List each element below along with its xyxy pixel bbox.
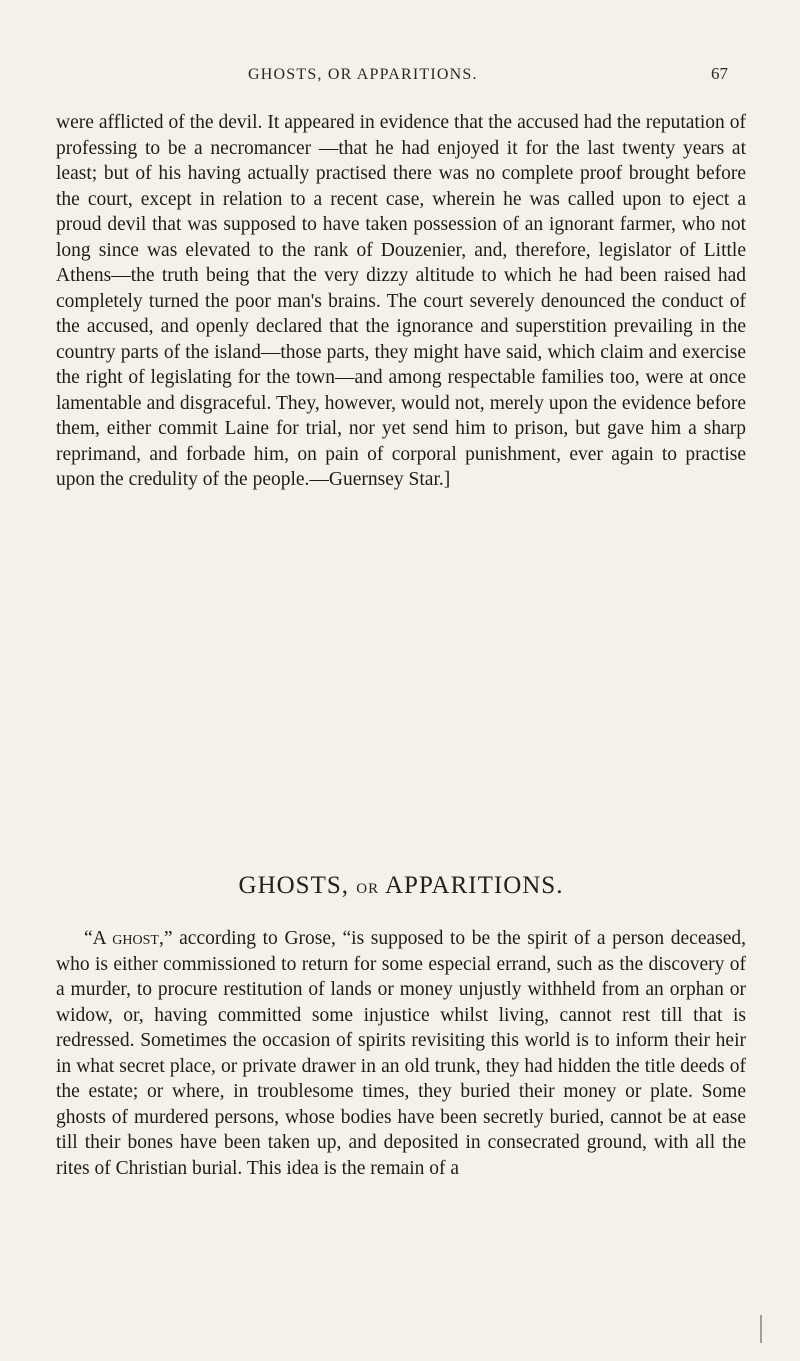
section-heading-part1: GHOSTS, <box>238 872 350 899</box>
section-heading-connector: OR <box>356 881 380 897</box>
running-head <box>108 62 728 92</box>
section-paragraph-lead: “A ghost,” <box>84 928 173 949</box>
continuation-paragraph: were afflicted of the devil. It appeared in evidence that the accused had the reputation of professing to be a necromancer —that he had enjoyed it for the last twenty years at least; but of his having actually practised there was no complete proof brought before the court, except in relation to a recent case, wherein he was called upon to eject a proud devil that was supposed to have taken possession of an ignorant farmer, who not long since was elevated to the rank of Douzenier, and, therefore, legislator of Little Athens—the truth being that the very dizzy altitude to which he had been raised had completely turned the poor man's brains. The court severely denounced the conduct of the accused, and openly declared that the ignorance and superstition prevailing in the country parts of the island—those parts, they might have said, which claim and exercise the right of legislating for the town—and among respectable families too, were at once lamentable and disgraceful. They, however, would not, merely upon the evidence before them, either commit Laine for trial, nor yet send him to prison, but gave him a sharp reprimand, and forbade him, on pain of corporal punishment, ever again to practise upon the credulity of the people.—Guernsey Star.] <box>56 112 746 490</box>
page-number: 67 <box>711 64 728 83</box>
margin-mark <box>760 1315 762 1343</box>
section-paragraph-body: according to Grose, “is supposed to be the spirit of a person deceased, who is either commissioned to return for some especial errand, such as the discovery of a murder, to procure restitution of lands or money unjustly withheld from an orphan or widow, or, having committed some injustice whilst living, cannot rest till that is redressed. Sometimes the occasion of spirits revisiting this world is to inform their heir in what secret place, or private drawer in an old trunk, they had hidden the title deeds of the estate; or where, in troublesome times, they buried their money or plate. Some ghosts of murdered persons, whose bodies have been secretly buried, cannot be at ease till their bones have been taken up, and deposited in consecrated ground, with all the rites of Christian burial. This idea is the remain of a <box>56 928 747 1179</box>
section-heading <box>56 872 746 900</box>
section-heading-part2: APPARITIONS. <box>384 872 564 899</box>
running-title: GHOSTS, OR APPARITIONS. <box>248 66 478 83</box>
section-paragraph <box>56 926 746 1181</box>
continuation-text-block <box>56 110 746 493</box>
section-text-block <box>56 926 746 1181</box>
